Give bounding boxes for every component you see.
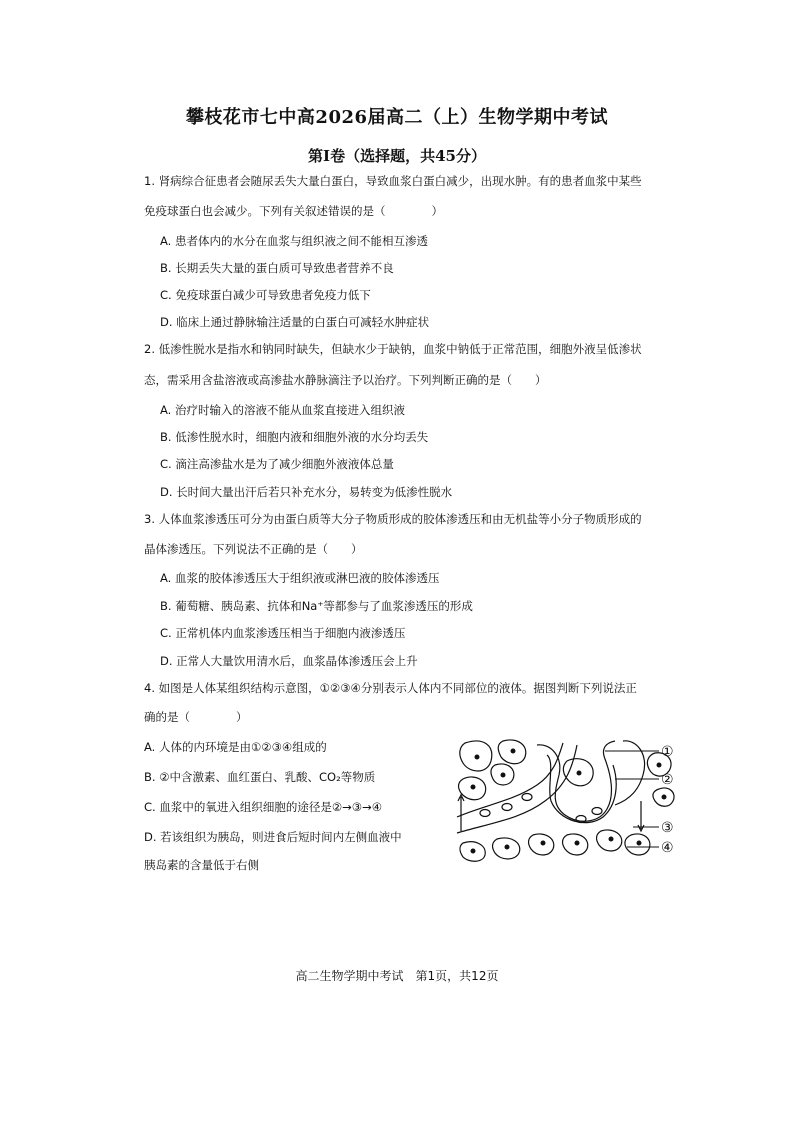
lymph-capillary (615, 741, 645, 805)
q2-option-b: B. 低渗性脱水时，细胞内液和细胞外液的水分均丢失 (160, 430, 429, 444)
q2-option-a: A. 治疗时输入的溶液不能从血浆直接进入组织液 (160, 403, 405, 417)
q1-option-d: D. 临床上通过静脉输注适量的白蛋白可减轻水肿症状 (160, 315, 430, 329)
figure-label-2: ② (661, 772, 674, 788)
q3-option-d: D. 正常人大量饮用清水后，血浆晶体渗透压会上升 (160, 654, 418, 668)
q3-option-b: B. 葡萄糖、胰岛素、抗体和Na⁺等都参与了血浆渗透压的形成 (160, 599, 473, 613)
q1-stem-line-1: 1. 肾病综合征患者会随尿丢失大量白蛋白，导致血浆白蛋白减少，出现水肿。有的患者血浆中某些 (144, 174, 642, 188)
q2-option-d: D. 长时间大量出汗后若只补充水分，易转变为低渗性脱水 (160, 485, 453, 499)
q3-option-a: A. 血浆的胶体渗透压大于组织液或淋巴液的胶体渗透压 (160, 571, 440, 585)
section-heading: 第Ⅰ卷（选择题，共45分） (308, 147, 486, 165)
q1-stem-line-2: 免疫球蛋白也会减少。下列有关叙述错误的是（ ） (144, 204, 443, 218)
q4-option-d: D. 若该组织为胰岛，则进食后短时间内左侧血液中 (144, 830, 402, 844)
q4-stem-line-2: 确的是（ ） (144, 710, 248, 724)
flow-arrow (458, 795, 464, 831)
q3-option-c: C. 正常机体内血浆渗透压相当于细胞内液渗透压 (160, 626, 406, 640)
blood-cell (502, 804, 512, 811)
blood-cell (522, 794, 532, 801)
blood-cell (480, 810, 490, 817)
figure-label-1: ① (661, 744, 674, 760)
q2-option-c: C. 滴注高渗盐水是为了减少细胞外液液体总量 (160, 457, 394, 471)
capillary-wall (457, 743, 563, 817)
q2-stem-line-2: 态，需采用含盐溶液或高渗盐水静脉滴注予以治疗。下列判断正确的是（ ） (144, 373, 547, 387)
q4-stem-line-1: 4. 如图是人体某组织结构示意图，①②③④分别表示人体内不同部位的液体。据图判断下列说法正 (144, 681, 637, 695)
q1-option-c: C. 免疫球蛋白减少可导致患者免疫力低下 (160, 288, 371, 302)
q2-stem-line-1: 2. 低渗性脱水是指水和钠同时缺失，但缺水少于缺钠，血浆中钠低于正常范围，细胞外液呈低渗状 (144, 342, 642, 356)
q4-option-b: B. ②中含激素、血红蛋白、乳酸、CO₂等物质 (144, 770, 376, 784)
blood-cell (592, 808, 602, 815)
q1-option-a: A. 患者体内的水分在血浆与组织液之间不能相互渗透 (160, 234, 428, 248)
capillary-loop (537, 741, 615, 821)
figure-label-3: ③ (661, 820, 674, 836)
q1-option-b: B. 长期丢失大量的蛋白质可导致患者营养不良 (160, 261, 394, 275)
q4-option-d-continued: 胰岛素的含量低于右侧 (144, 858, 259, 872)
q4-option-a: A. 人体的内环境是由①②③④组成的 (144, 740, 327, 754)
capillary-loop (547, 755, 616, 823)
q3-stem-line-1: 3. 人体血浆渗透压可分为由蛋白质等大分子物质形成的胶体渗透压和由无机盐等小分子物质形成的 (144, 512, 642, 526)
figure-label-4: ④ (661, 840, 674, 856)
q3-stem-line-2: 晶体渗透压。下列说法不正确的是（ ） (144, 542, 363, 556)
tissue-structure-diagram (455, 735, 690, 865)
q4-option-c: C. 血浆中的氧进入组织细胞的途径是②→③→④ (144, 800, 383, 814)
exam-title: 攀枝花市七中高2026届高二（上）生物学期中考试 (185, 107, 609, 128)
page-footer: 高二生物学期中考试 第1页，共12页 (295, 969, 499, 983)
